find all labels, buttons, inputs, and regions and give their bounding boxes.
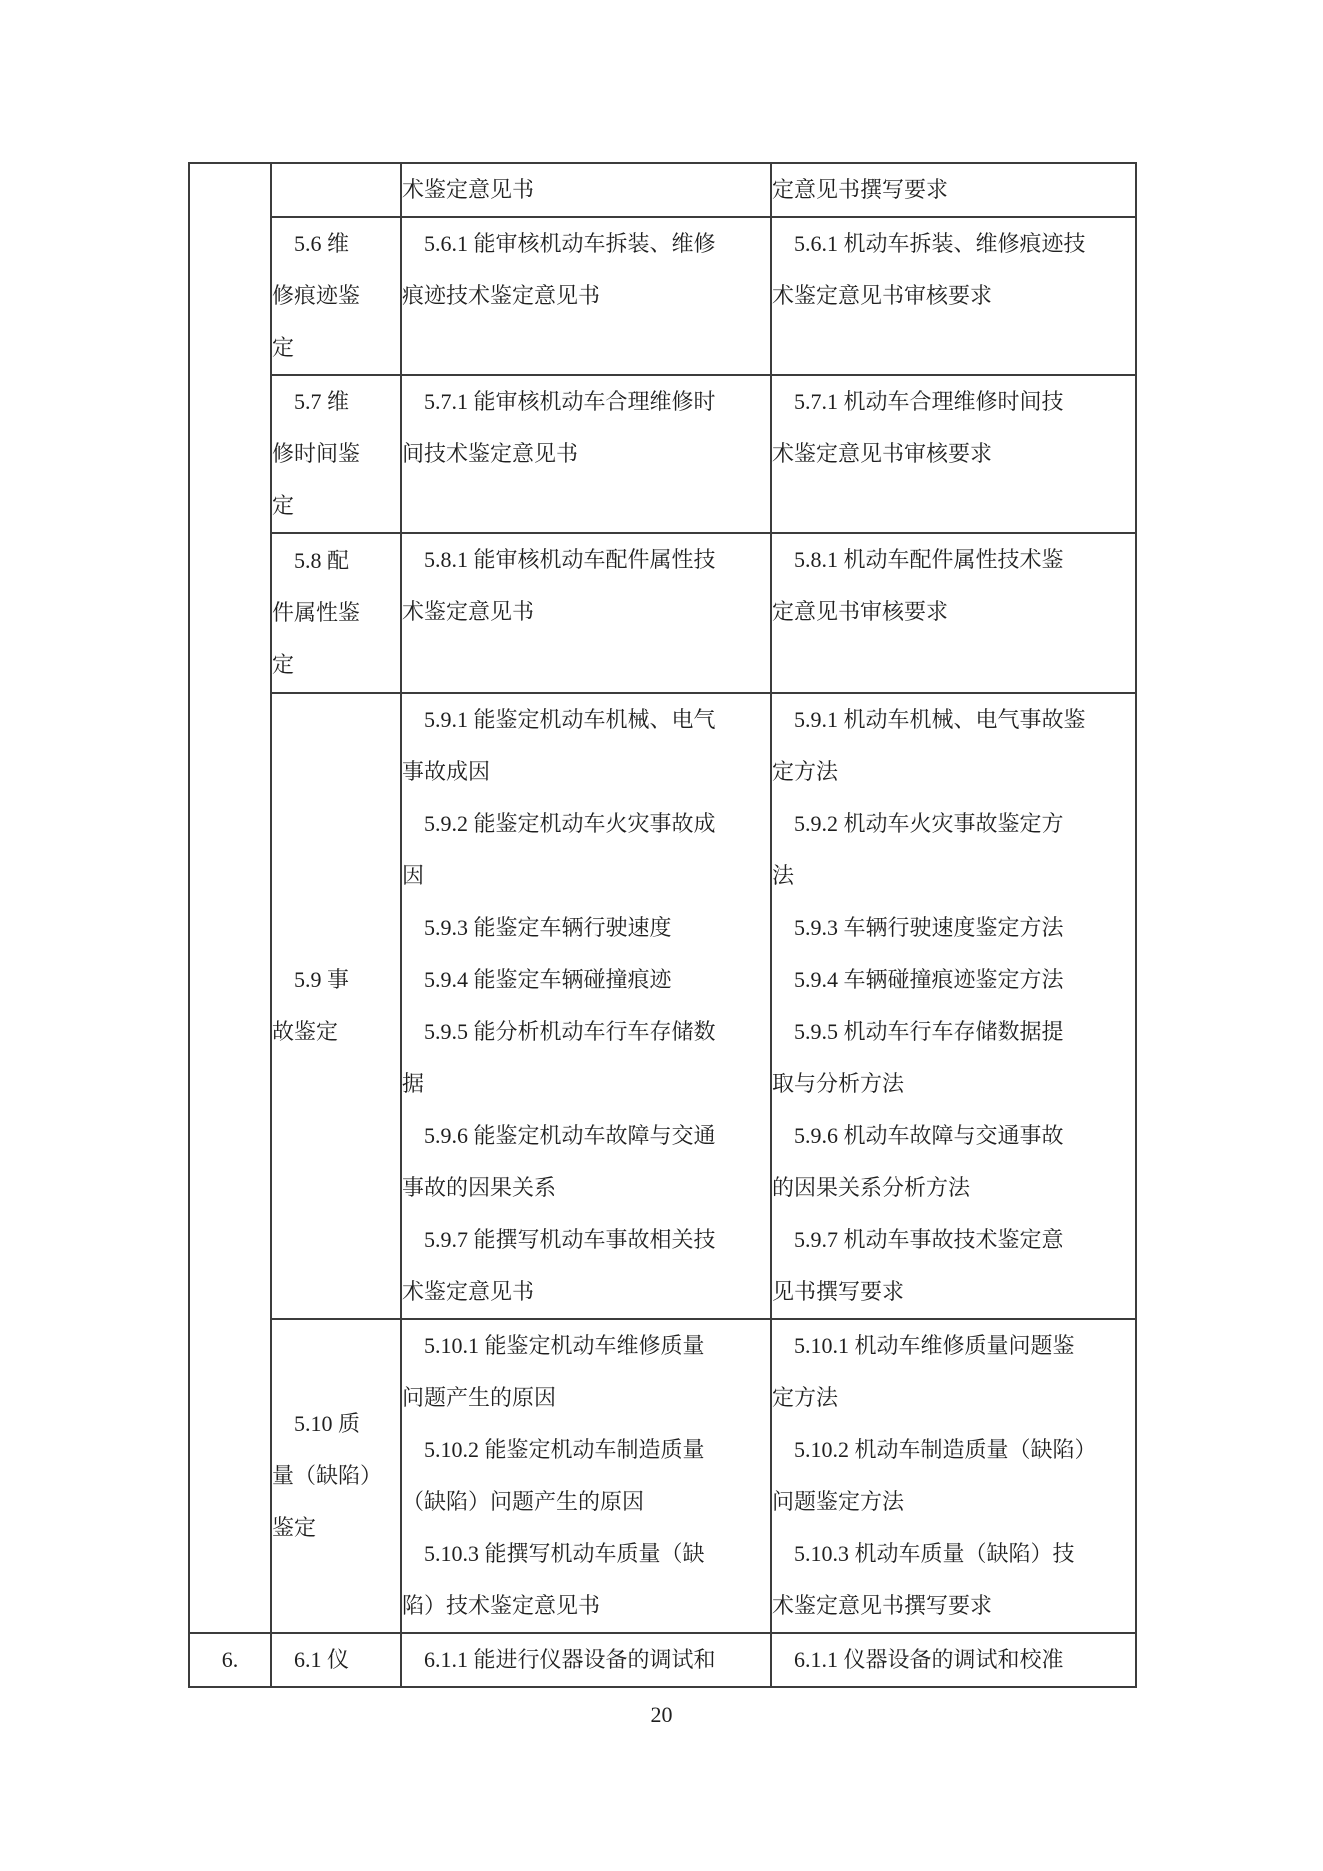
text-line: 5.9.6 机动车故障与交通事故 <box>772 1123 1064 1148</box>
row-5-9-col3-cell <box>401 693 771 1319</box>
text-line: 定意见书撰写要求 <box>772 177 949 202</box>
text-line: 5.10.3 机动车质量（缺陷）技 <box>772 1541 1075 1566</box>
text-line: 5.7 维 <box>272 389 350 414</box>
row-5-7 <box>189 375 1136 533</box>
text-line: 法 <box>772 863 795 888</box>
text-line: 5.9.4 能鉴定车辆碰撞痕迹 <box>402 967 672 992</box>
text-line: 5.10.2 机动车制造质量（缺陷） <box>772 1437 1097 1462</box>
row-5-10 <box>189 1319 1136 1633</box>
text-line: 5.10.3 能撰写机动车质量（缺 <box>402 1541 705 1566</box>
text-line: 修时间鉴 <box>272 441 361 466</box>
row-5-8-col3-cell <box>401 533 771 693</box>
text-line: 5.9.3 能鉴定车辆行驶速度 <box>402 915 672 940</box>
text-line: 5.6 维 <box>272 231 350 256</box>
text-line: 因 <box>402 863 425 888</box>
text-line: 的因果关系分析方法 <box>772 1175 971 1200</box>
row-5-9-col2-cell <box>271 693 401 1319</box>
row-5-10-col2-cell <box>271 1319 401 1633</box>
text-line: 取与分析方法 <box>772 1071 905 1096</box>
row-5-8-col4-cell <box>771 533 1136 693</box>
row-6-1-col3-cell <box>401 1633 771 1687</box>
row-5-10-col4-cell <box>771 1319 1136 1633</box>
text-line: 术鉴定意见书撰写要求 <box>772 1593 993 1618</box>
text-line: 定方法 <box>772 759 839 784</box>
text-line: 陷）技术鉴定意见书 <box>402 1593 601 1618</box>
text-line: 事故的因果关系 <box>402 1175 557 1200</box>
text-line: 间技术鉴定意见书 <box>402 441 579 466</box>
row-5-5-continuation-col2-cell <box>271 163 401 217</box>
text-line: 6.1.1 仪器设备的调试和校准 <box>772 1647 1064 1672</box>
text-line: 事故成因 <box>402 759 491 784</box>
serial-text: 6. <box>221 1647 239 1672</box>
text-line: 量（缺陷） <box>272 1463 383 1488</box>
text-line: 术鉴定意见书审核要求 <box>772 283 993 308</box>
row-6-1-serial-cell <box>189 1633 271 1687</box>
text-line: 问题鉴定方法 <box>772 1489 905 1514</box>
row-5-5-continuation-col3-cell <box>401 163 771 217</box>
text-line: 5.9.6 能鉴定机动车故障与交通 <box>402 1123 716 1148</box>
text-line: 5.9.3 车辆行驶速度鉴定方法 <box>772 915 1064 940</box>
row-5-7-col4-cell <box>771 375 1136 533</box>
text-line: 5.9.5 能分析机动车行车存储数 <box>402 1019 716 1044</box>
text-line: 痕迹技术鉴定意见书 <box>402 283 601 308</box>
text-line: 5.8.1 机动车配件属性技术鉴 <box>772 547 1064 572</box>
text-line: 5.8 配 <box>272 548 350 573</box>
text-line: 5.8.1 能审核机动车配件属性技 <box>402 547 716 572</box>
text-line: 6.1.1 能进行仪器设备的调试和 <box>402 1647 716 1672</box>
text-line: 修痕迹鉴 <box>272 283 361 308</box>
qualification-requirements-table <box>188 162 1137 1688</box>
text-line: 5.10.1 机动车维修质量问题鉴 <box>772 1333 1075 1358</box>
text-line: 6.1 仪 <box>272 1647 350 1672</box>
row-5-5-continuation-col4-cell <box>771 163 1136 217</box>
text-line: 5.9.2 机动车火灾事故鉴定方 <box>772 811 1064 836</box>
text-line: 5.9.2 能鉴定机动车火灾事故成 <box>402 811 716 836</box>
text-line: 5.9.5 机动车行车存储数据提 <box>772 1019 1064 1044</box>
text-line: 定意见书审核要求 <box>772 599 949 624</box>
text-line: 故鉴定 <box>272 1019 339 1044</box>
row-5-7-col2-cell <box>271 375 401 533</box>
row-5-6 <box>189 217 1136 375</box>
text-line: 据 <box>402 1071 425 1096</box>
text-line: 5.7.1 能审核机动车合理维修时 <box>402 389 716 414</box>
row-6-1-col2-cell <box>271 1633 401 1687</box>
row-5-6-col2-cell <box>271 217 401 375</box>
text-line: 5.7.1 机动车合理维修时间技 <box>772 389 1064 414</box>
row-6-1-col4-cell <box>771 1633 1136 1687</box>
text-line: 术鉴定意见书审核要求 <box>772 441 993 466</box>
row-5-7-col3-cell <box>401 375 771 533</box>
text-line: 5.6.1 机动车拆装、维修痕迹技 <box>772 231 1086 256</box>
row-5-6-col4-cell <box>771 217 1136 375</box>
row-6-1 <box>189 1633 1136 1687</box>
text-line: 件属性鉴 <box>272 600 361 625</box>
text-line: 定 <box>272 652 295 677</box>
text-line: 5.6.1 能审核机动车拆装、维修 <box>402 231 716 256</box>
text-line: 术鉴定意见书 <box>402 1279 535 1304</box>
text-line: 5.10 质 <box>272 1411 361 1436</box>
row-5-5-continuation <box>189 163 1136 217</box>
serial-column-empty-cell <box>189 163 271 1633</box>
table-body <box>189 163 1136 1687</box>
text-line: 5.9.7 能撰写机动车事故相关技 <box>402 1227 716 1252</box>
text-line: 定 <box>272 493 295 518</box>
row-5-8 <box>189 533 1136 693</box>
text-line: 5.9.1 能鉴定机动车机械、电气 <box>402 707 716 732</box>
text-line: 定 <box>272 335 295 360</box>
text-line: （缺陷）问题产生的原因 <box>402 1489 645 1514</box>
row-5-10-col3-cell <box>401 1319 771 1633</box>
text-line: 定方法 <box>772 1385 839 1410</box>
row-5-6-col3-cell <box>401 217 771 375</box>
text-line: 鉴定 <box>272 1515 317 1540</box>
text-line: 见书撰写要求 <box>772 1279 905 1304</box>
text-line: 5.9.1 机动车机械、电气事故鉴 <box>772 707 1086 732</box>
row-5-9-col4-cell <box>771 693 1136 1319</box>
text-line: 5.9.4 车辆碰撞痕迹鉴定方法 <box>772 967 1064 992</box>
text-line: 5.9.7 机动车事故技术鉴定意 <box>772 1227 1064 1252</box>
text-line: 术鉴定意见书 <box>402 177 535 202</box>
text-line: 问题产生的原因 <box>402 1385 557 1410</box>
text-line: 5.10.1 能鉴定机动车维修质量 <box>402 1333 705 1358</box>
row-5-8-col2-cell <box>271 533 401 693</box>
page-number: 20 <box>650 1702 673 1727</box>
text-line: 5.9 事 <box>272 967 350 992</box>
row-5-9 <box>189 693 1136 1319</box>
text-line: 5.10.2 能鉴定机动车制造质量 <box>402 1437 705 1462</box>
text-line: 术鉴定意见书 <box>402 599 535 624</box>
